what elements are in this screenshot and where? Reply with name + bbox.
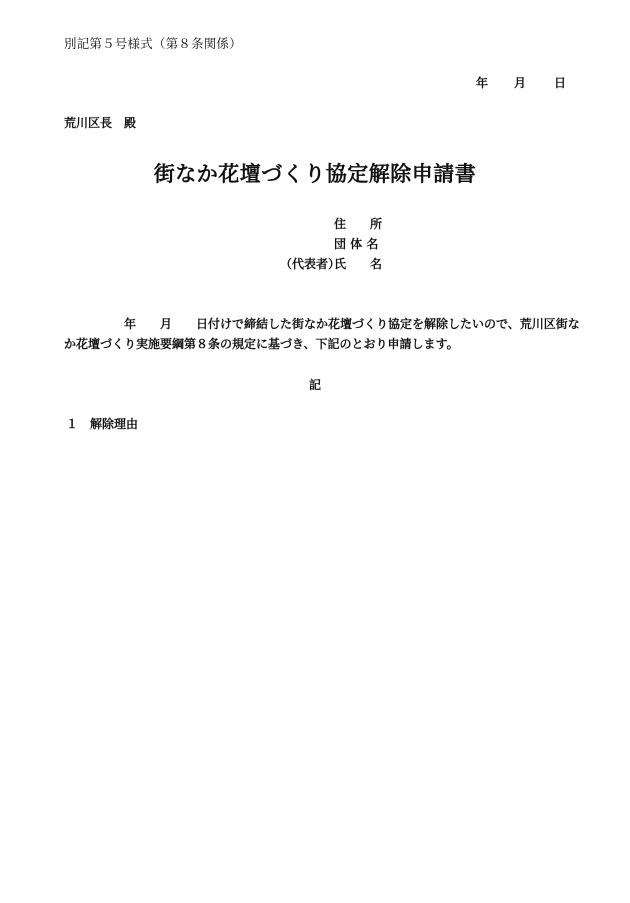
item-1-cancellation-reason: １ 解除理由	[66, 417, 139, 431]
group-name-row	[280, 233, 380, 253]
representative-name-row	[280, 253, 383, 273]
representative-prefix: （代表者）	[280, 256, 341, 271]
address-label: 住 所	[334, 216, 383, 231]
date-year-label: 年	[475, 76, 488, 90]
date-day-label: 日	[553, 76, 566, 90]
ki-heading: 記	[308, 378, 321, 392]
document-title: 街なか花壇づくり協定解除申請書	[153, 162, 477, 186]
request-body-line-2: か花壇づくり実施要綱第８条の規定に基づき、下記のとおり申請します。	[64, 337, 459, 351]
addressee: 荒川区長 殿	[64, 116, 137, 130]
applicant-block	[280, 213, 383, 273]
address-row	[280, 213, 383, 233]
representative-name-label: 氏 名	[334, 256, 383, 271]
date-line	[476, 74, 566, 91]
request-body	[64, 314, 580, 354]
request-body-line-1: 年 月 日付けで締結した街なか花壇づくり協定を解除したいので、荒川区街な	[64, 317, 580, 331]
group-name-label: 団 体 名	[334, 236, 379, 251]
form-number: 別記第５号様式（第８条関係）	[64, 36, 242, 51]
date-month-label: 月	[513, 76, 526, 90]
